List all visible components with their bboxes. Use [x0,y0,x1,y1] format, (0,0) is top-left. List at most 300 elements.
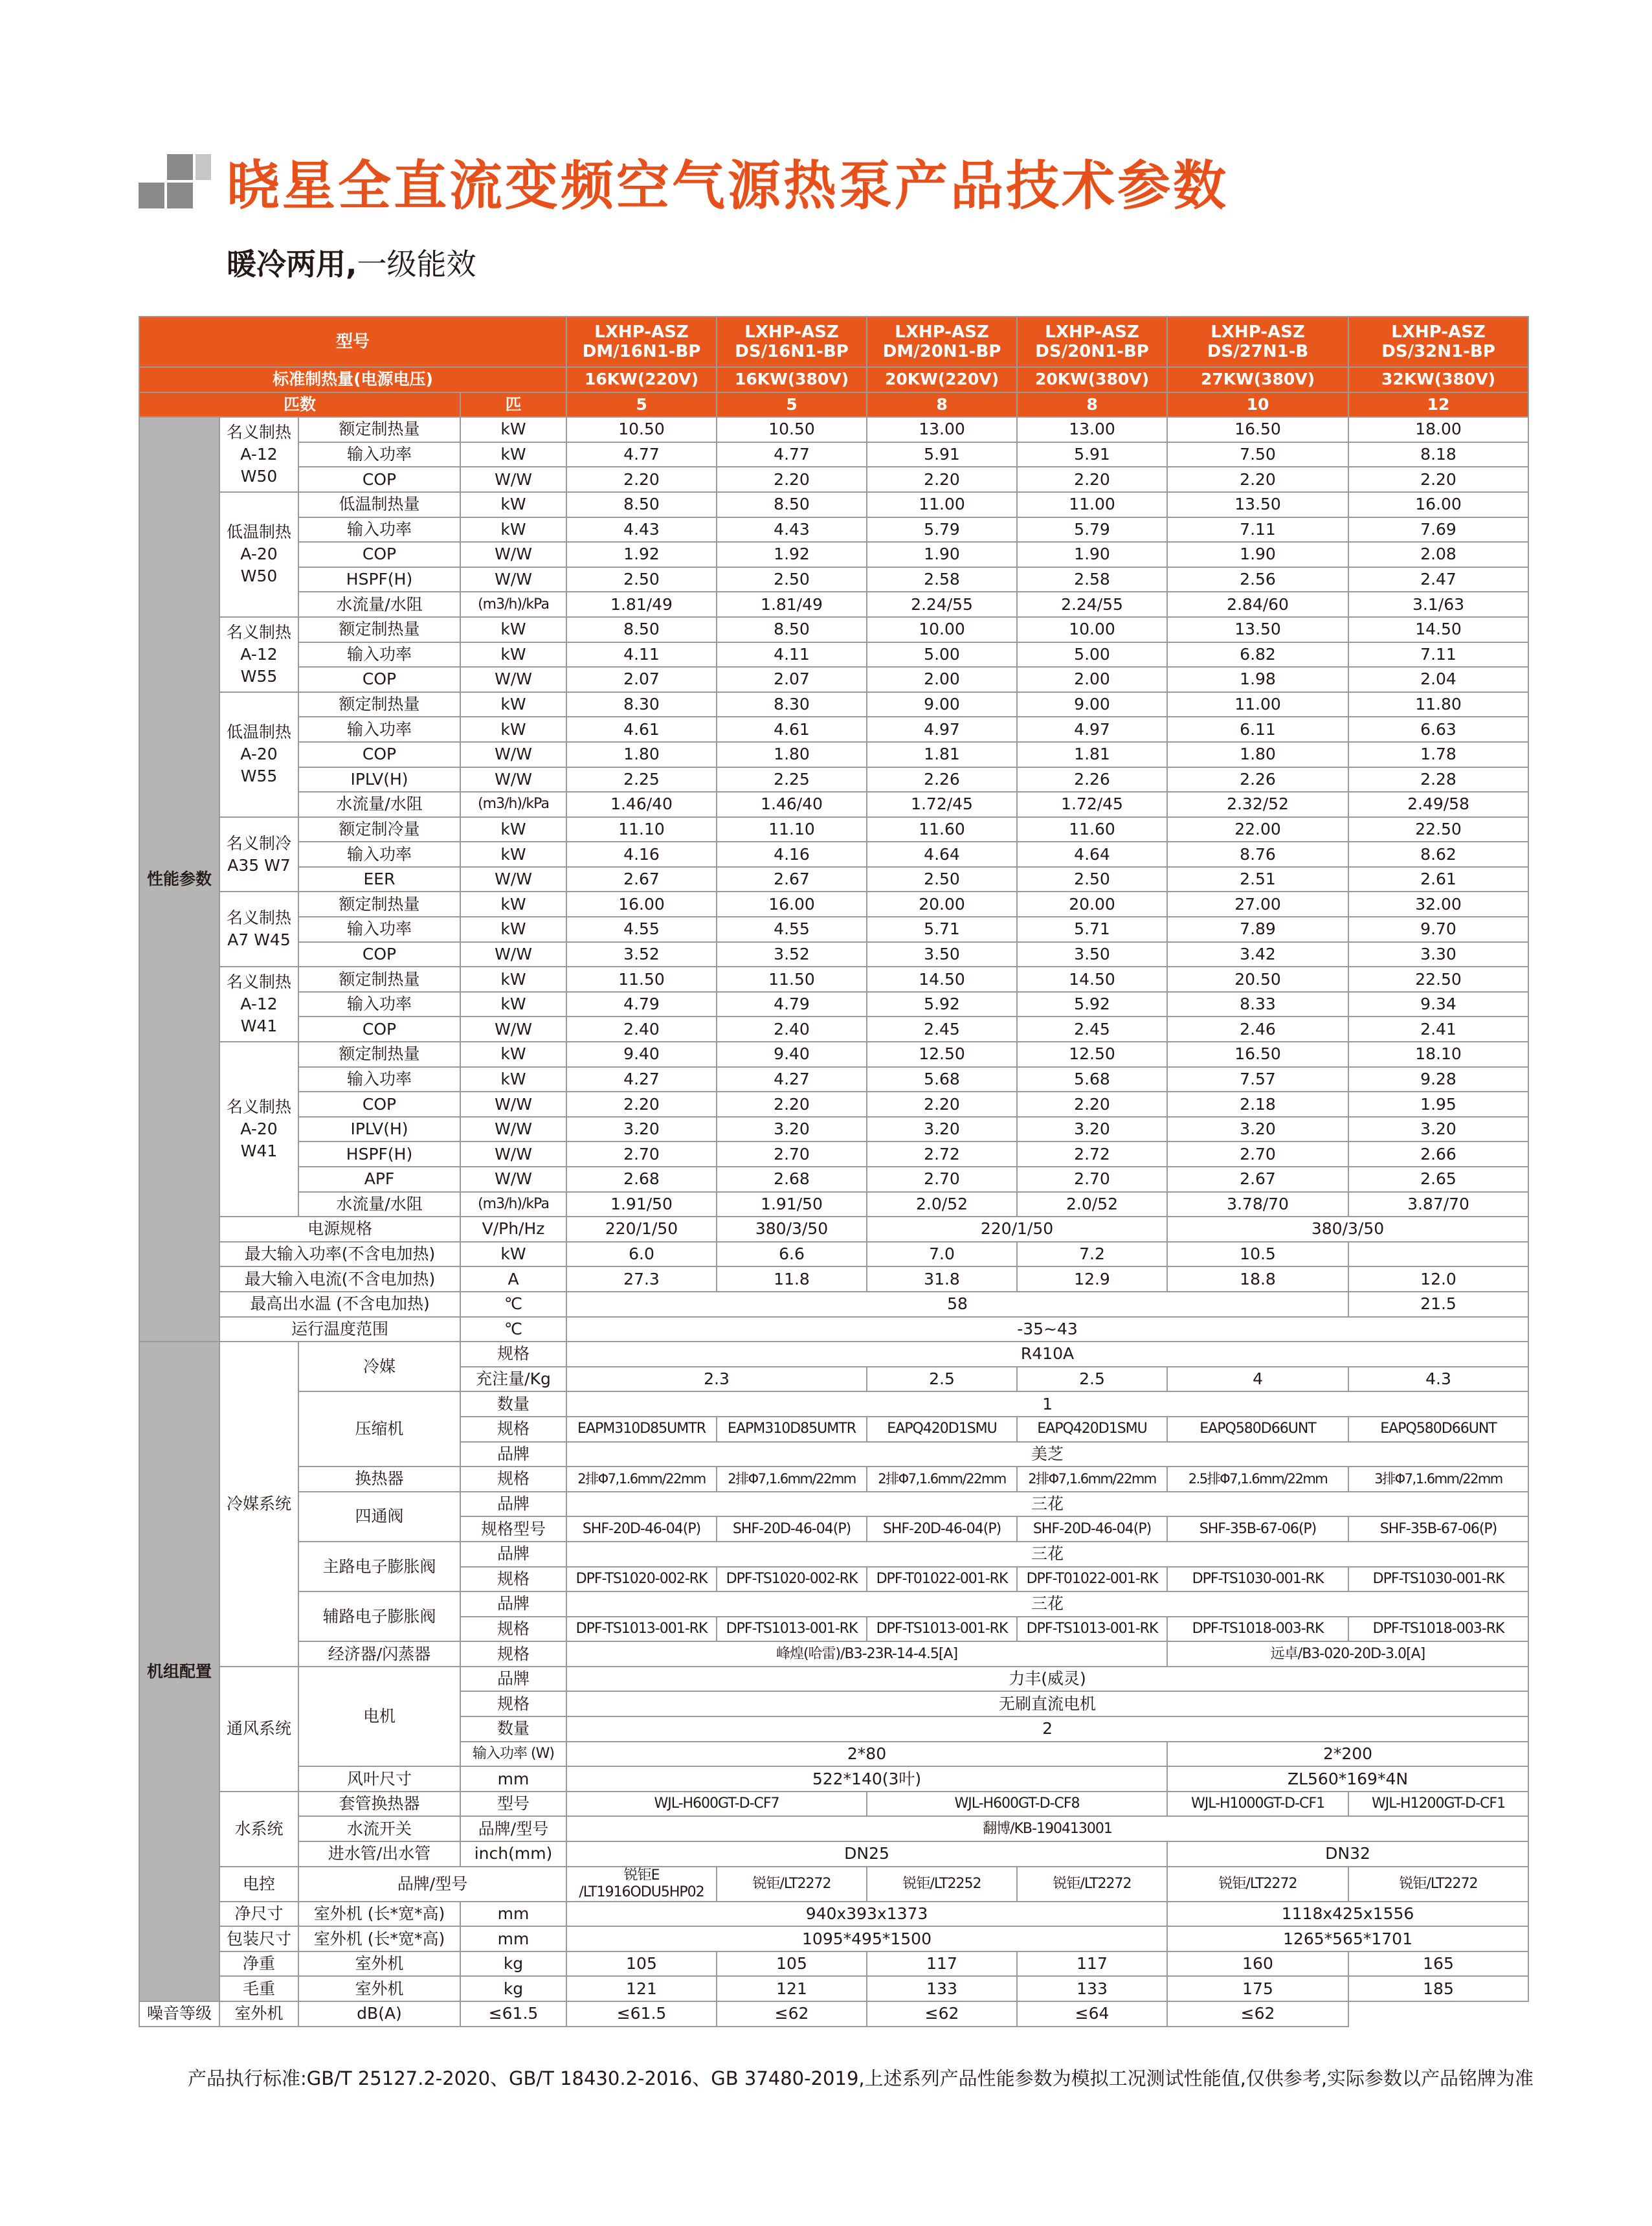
unit-label: W/W [460,1017,566,1042]
param-value: 1.80 [717,742,867,767]
param-label: 额定制热量 [298,417,460,442]
param-value: 2.84/60 [1167,592,1348,617]
param-value: 2.26 [1167,767,1348,793]
param-label: 最高出水温 (不含电加热) [219,1292,460,1317]
table-cell: 4.3 [1348,1367,1528,1392]
model-line: LXHP-ASZ [1045,322,1139,342]
param-value: 3.42 [1167,942,1348,967]
model-line: DS/20N1-BP [1035,342,1149,361]
param-value: 2.70 [1017,1167,1167,1192]
param-value: 2.40 [717,1017,867,1042]
table-cell: 锐钜/LT2272 [1017,1867,1167,1902]
unit-label: ℃ [460,1292,566,1317]
param-label: COP [298,1092,460,1117]
param-value: 12.50 [1017,1042,1167,1067]
component-label: 经济器/闪蒸器 [298,1641,460,1667]
param-value: 1.98 [1167,667,1348,692]
table-cell: 2*80 [566,1742,1167,1767]
param-value: 2.18 [1167,1092,1348,1117]
unit-label: W/W [460,667,566,692]
param-value: 8.30 [566,692,717,717]
table-row [139,942,1528,967]
table-row [139,1841,1528,1867]
table-row [139,617,1528,642]
table-cell: DN32 [1167,1841,1528,1867]
unit-label: 规格 [460,1567,566,1592]
param-value: 2.20 [717,1092,867,1117]
table-cell: 3排Φ7,1.6mm/22mm [1348,1467,1528,1492]
param-value: 10.00 [867,617,1017,642]
table-cell: 锐钜E /LT1916ODU5HP02 [566,1867,717,1902]
param-value: 11.10 [566,817,717,842]
param-value: 4.11 [717,642,867,668]
table-cell: 12.9 [1017,1266,1167,1292]
param-value: 20.00 [867,892,1017,917]
param-value: 9.00 [867,692,1017,717]
table-cell: SHF-35B-67-06(P) [1167,1516,1348,1542]
param-value: 2.67 [566,867,717,892]
param-value: 2.0/52 [867,1192,1017,1217]
param-value: 11.60 [1017,817,1167,842]
param-value: 2.26 [867,767,1017,793]
unit-label: kW [460,517,566,543]
unit-label: 数量 [460,1391,566,1417]
model-line: LXHP-ASZ [895,322,989,342]
param-value: 3.20 [867,1117,1017,1142]
condition-label: 低温制热 A-20 W50 [219,492,298,617]
table-cell: DPF-TS1030-001-RK [1348,1567,1528,1592]
table-cell: 165 [1348,1951,1528,1977]
table-cell: 21.5 [1348,1292,1528,1317]
unit-label: W/W [460,567,566,592]
param-value: 4.43 [717,517,867,543]
capacity-value: 27KW(380V) [1167,367,1348,392]
table-cell: 2排Φ7,1.6mm/22mm [1017,1467,1167,1492]
hp-unit: 匹 [460,392,566,418]
table-row [139,442,1528,467]
table-cell: 1118x425x1556 [1167,1902,1528,1927]
param-label: IPLV(H) [298,1117,460,1142]
param-value: 9.34 [1348,992,1528,1017]
param-value: 9.00 [1017,692,1167,717]
unit-label: kW [460,817,566,842]
param-label: 额定制热量 [298,892,460,917]
unit-label: 品牌 [460,1667,566,1692]
param-value: 3.52 [566,942,717,967]
param-value: 16.50 [1167,417,1348,442]
unit-label: kW [460,717,566,742]
param-value: 2.72 [867,1141,1017,1167]
table-cell: 380/3/50 [1167,1217,1528,1242]
table-row [139,817,1528,842]
param-value: 14.50 [1348,617,1528,642]
param-value: 6.11 [1167,717,1348,742]
param-label: 额定制热量 [298,617,460,642]
table-cell: R410A [566,1342,1528,1367]
table-row [139,742,1528,767]
table-cell: DPF-TS1013-001-RK [1017,1617,1167,1642]
table-cell: WJL-H600GT-D-CF7 [566,1792,867,1817]
capacity-header: 标准制热量(电源电压) [139,367,566,392]
table-cell: 三花 [566,1492,1528,1517]
table-row [139,792,1528,817]
param-value: 1.90 [1167,542,1348,567]
hp-value: 8 [867,392,1017,418]
param-value: 2.66 [1348,1141,1528,1167]
param-value: 2.70 [1167,1141,1348,1167]
unit-label: 规格 [460,1617,566,1642]
table-row [139,1591,1528,1617]
system-label: 毛重 [219,1976,298,2001]
unit-label: 品牌 [460,1492,566,1517]
param-value: 3.20 [1017,1117,1167,1142]
table-cell: 175 [1167,1976,1348,2001]
table-row [139,717,1528,742]
hp-value: 10 [1167,392,1348,418]
hp-value: 5 [566,392,717,418]
param-value: 3.87/70 [1348,1192,1528,1217]
table-cell: DPF-TS1020-002-RK [566,1567,717,1592]
table-row [139,992,1528,1017]
table-cell: 133 [1017,1976,1167,2001]
table-cell: 117 [867,1951,1017,1977]
param-value: 13.50 [1167,492,1348,517]
table-cell: 远卓/B3-020-20D-3.0[A] [1167,1641,1528,1667]
model-name [1348,317,1528,367]
table-row [139,1167,1528,1192]
hp-value: 5 [717,392,867,418]
table-row [139,592,1528,617]
table-cell: 锐钜/LT2272 [1348,1867,1528,1902]
param-value: 2.04 [1348,667,1528,692]
table-cell: 105 [717,1951,867,1977]
table-cell: WJL-H1000GT-D-CF1 [1167,1792,1348,1817]
param-value: 9.40 [717,1042,867,1067]
unit-label: inch(mm) [460,1841,566,1867]
param-value: 5.68 [867,1067,1017,1092]
table-cell: 三花 [566,1591,1528,1617]
param-value: 1.80 [1167,742,1348,767]
param-value: 3.1/63 [1348,592,1528,617]
param-value: 1.81/49 [717,592,867,617]
param-value: 4.11 [566,642,717,668]
param-value: 4.77 [566,442,717,467]
param-value: 2.20 [867,1092,1017,1117]
param-value: 2.70 [867,1167,1017,1192]
unit-label: W/W [460,767,566,793]
param-value: 14.50 [1017,967,1167,992]
param-value: 18.00 [1348,417,1528,442]
param-value: 32.00 [1348,892,1528,917]
table-cell: 4 [1167,1367,1348,1392]
model-header: 型号 [139,317,566,367]
component-label: 进水管/出水管 [298,1841,460,1867]
param-value: 2.50 [717,567,867,592]
table-cell: 力丰(威灵) [566,1667,1528,1692]
component-label: 四通阀 [298,1492,460,1542]
condition-label: 名义制热 A-12 W50 [219,417,298,492]
unit-label: mm [460,1902,566,1927]
param-value: 4.27 [717,1067,867,1092]
table-cell: 美芝 [566,1442,1528,1467]
model-line: DS/32N1-BP [1381,342,1495,361]
param-value: 1.72/45 [1017,792,1167,817]
table-cell: 27.3 [566,1266,717,1292]
param-label: 输入功率 [298,717,460,742]
table-row [139,1816,1528,1841]
param-value: 7.11 [1167,517,1348,543]
param-label: 输入功率 [298,517,460,543]
param-value: 4.55 [717,917,867,942]
param-value: 3.30 [1348,942,1528,967]
unit-label: kW [460,417,566,442]
table-cell: 锐钜/LT2272 [717,1867,867,1902]
spec-table [139,316,1529,2027]
param-value: 4.64 [1017,842,1167,867]
model-line: LXHP-ASZ [594,322,689,342]
param-value: 11.50 [717,967,867,992]
model-line: DS/27N1-B [1207,342,1309,361]
table-cell: 1 [566,1391,1528,1417]
unit-label: kW [460,492,566,517]
param-value: 1.92 [566,542,717,567]
param-value: 2.20 [566,467,717,492]
param-value: 2.68 [717,1167,867,1192]
unit-label: kg [460,1951,566,1977]
table-row [139,642,1528,668]
unit-label: kW [460,442,566,467]
param-label: COP [298,1017,460,1042]
table-cell: ≤62 [717,2001,867,2027]
table-cell: DPF-TS1030-001-RK [1167,1567,1348,1592]
param-value: 16.00 [717,892,867,917]
section-performance: 性能参数 [139,417,219,1342]
table-cell: ≤61.5 [460,2001,566,2027]
unit-label: 品牌/型号 [460,1816,566,1841]
param-value: 8.76 [1167,842,1348,867]
param-label: 最大输入电流(不含电加热) [219,1266,460,1292]
section-config: 机组配置 [139,1342,219,2001]
param-value: 3.52 [717,942,867,967]
component-label: 室外机 [298,1976,460,2001]
param-value: 2.20 [1017,467,1167,492]
param-value: 1.90 [867,542,1017,567]
param-label: 额定制热量 [298,967,460,992]
component-label: 辅路电子膨胀阀 [298,1591,460,1641]
param-value: 22.00 [1167,817,1348,842]
component-label: 压缩机 [298,1391,460,1467]
page-subtitle [227,241,476,284]
table-cell: 380/3/50 [717,1217,867,1242]
param-value: 8.62 [1348,842,1528,867]
unit-label: ℃ [460,1317,566,1342]
param-value: 8.50 [717,617,867,642]
unit-label: 品牌 [460,1591,566,1617]
table-cell: SHF-20D-46-04(P) [1017,1516,1167,1542]
table-row [139,517,1528,543]
param-value: 1.81 [867,742,1017,767]
param-value: 27.00 [1167,892,1348,917]
condition-label: 低温制热 A-20 W55 [219,692,298,817]
table-cell: 6.6 [717,1242,867,1267]
table-cell: 1095*495*1500 [566,1926,1167,1951]
table-row [139,1017,1528,1042]
param-value: 8.30 [717,692,867,717]
param-value: 5.71 [867,917,1017,942]
system-label: 净尺寸 [219,1902,298,1927]
component-label: 电机 [298,1667,460,1766]
model-name [717,317,867,367]
param-value: 11.80 [1348,692,1528,717]
unit-label: W/W [460,1117,566,1142]
param-value: 1.81/49 [566,592,717,617]
capacity-value: 16KW(380V) [717,367,867,392]
param-value: 2.49/58 [1348,792,1528,817]
condition-label: 名义制冷 A35 W7 [219,817,298,892]
unit-label: kW [460,967,566,992]
param-value: 10.50 [566,417,717,442]
table-row [139,1391,1528,1417]
param-label: HSPF(H) [298,567,460,592]
model-name [566,317,717,367]
table-cell: ≤62 [867,2001,1017,2027]
unit-label: kW [460,917,566,942]
param-value: 5.79 [1017,517,1167,543]
param-value: 3.20 [717,1117,867,1142]
table-row [139,1792,1528,1817]
param-value: 1.91/50 [717,1192,867,1217]
table-cell: 160 [1167,1951,1348,1977]
table-row [139,1141,1528,1167]
table-cell: 31.8 [867,1266,1017,1292]
table-cell: 12.0 [1348,1266,1528,1292]
param-label: COP [298,667,460,692]
param-value: 3.20 [566,1117,717,1142]
param-value: 2.24/55 [867,592,1017,617]
table-cell: 220/1/50 [867,1217,1167,1242]
table-cell: 10.5 [1167,1242,1348,1267]
footer-note: 产品执行标准:GB/T 25127.2-2020、GB/T 18430.2-2016、GB 37480-2019,上述系列产品性能参数为模拟工况测试性能值,仅供参考,实际参数以产品铭牌为准 [188,2067,1534,2089]
param-value: 8.50 [566,492,717,517]
param-label: 水流量/水阻 [298,592,460,617]
param-value: 16.50 [1167,1042,1348,1067]
model-name [1017,317,1167,367]
param-value: 8.33 [1167,992,1348,1017]
unit-label: kW [460,617,566,642]
param-value: 4.64 [867,842,1017,867]
table-row [139,1951,1528,1977]
table-row [139,1867,1528,1902]
capacity-value: 20KW(220V) [867,367,1017,392]
model-line: LXHP-ASZ [1211,322,1305,342]
unit-label: (m3/h)/kPa [460,792,566,817]
condition-label: 名义制热 A7 W45 [219,892,298,967]
component-label: 风叶尺寸 [298,1766,460,1792]
table-cell: 121 [566,1976,717,2001]
param-value: 14.50 [867,967,1017,992]
param-value: 2.25 [566,767,717,793]
table-cell: DPF-TS1018-003-RK [1348,1617,1528,1642]
component-label: 套管换热器 [298,1792,460,1817]
param-label: 水流量/水阻 [298,1192,460,1217]
table-cell: ≤64 [1017,2001,1167,2027]
unit-label: W/W [460,742,566,767]
table-cell: 11.8 [717,1266,867,1292]
table-row [139,317,1528,367]
unit-label: 型号 [460,1792,566,1817]
table-row [139,2001,1528,2027]
param-value: 8.18 [1348,442,1528,467]
table-cell: 220/1/50 [566,1217,717,1242]
table-cell: DPF-TS1020-002-RK [717,1567,867,1592]
param-value: 5.00 [1017,642,1167,668]
unit-label: kg [460,1976,566,2001]
table-row [139,1492,1528,1517]
capacity-value: 32KW(380V) [1348,367,1528,392]
param-value: 7.11 [1348,642,1528,668]
param-value: 2.20 [1348,467,1528,492]
param-value: 2.50 [867,867,1017,892]
param-label: 输入功率 [298,992,460,1017]
unit-label: dB(A) [298,2001,460,2027]
param-value: 2.65 [1348,1167,1528,1192]
table-cell: 2排Φ7,1.6mm/22mm [717,1467,867,1492]
param-value: 2.20 [717,467,867,492]
table-cell: ≤61.5 [566,2001,717,2027]
param-value: 9.40 [566,1042,717,1067]
unit-label: kW [460,892,566,917]
model-line: DM/20N1-BP [882,342,1001,361]
model-name [1167,317,1348,367]
unit-label: W/W [460,942,566,967]
param-label: 电源规格 [219,1217,460,1242]
param-value: 22.50 [1348,967,1528,992]
unit-label: 品牌/型号 [298,1867,566,1902]
param-value: 5.92 [1017,992,1167,1017]
table-row [139,1667,1528,1692]
table-cell [1348,1242,1528,1267]
table-row [139,1926,1528,1951]
param-label: 输入功率 [298,842,460,867]
unit-label: kW [460,992,566,1017]
param-value: 7.50 [1167,442,1348,467]
condition-label: 名义制热 A-20 W41 [219,1042,298,1217]
unit-label: kW [460,842,566,867]
system-label: 电控 [219,1867,298,1902]
table-cell: 2.5排Φ7,1.6mm/22mm [1167,1467,1348,1492]
param-value: 4.77 [717,442,867,467]
model-name [867,317,1017,367]
table-cell: 无刷直流电机 [566,1691,1528,1716]
unit-label: (m3/h)/kPa [460,592,566,617]
table-row [139,392,1528,418]
unit-label: kW [460,692,566,717]
unit-label: 规格 [460,1691,566,1716]
param-value: 2.20 [1017,1092,1167,1117]
table-row [139,692,1528,717]
unit-label: 输入功率 (W) [460,1742,566,1767]
param-value: 1.72/45 [867,792,1017,817]
param-value: 2.20 [1167,467,1348,492]
condition-label: 名义制热 A-12 W41 [219,967,298,1042]
param-value: 22.50 [1348,817,1528,842]
table-row [139,1342,1528,1367]
table-row [139,1266,1528,1292]
table-cell: SHF-20D-46-04(P) [867,1516,1017,1542]
table-row [139,467,1528,492]
table-row [139,1242,1528,1267]
table-cell: 2.5 [1017,1367,1167,1392]
